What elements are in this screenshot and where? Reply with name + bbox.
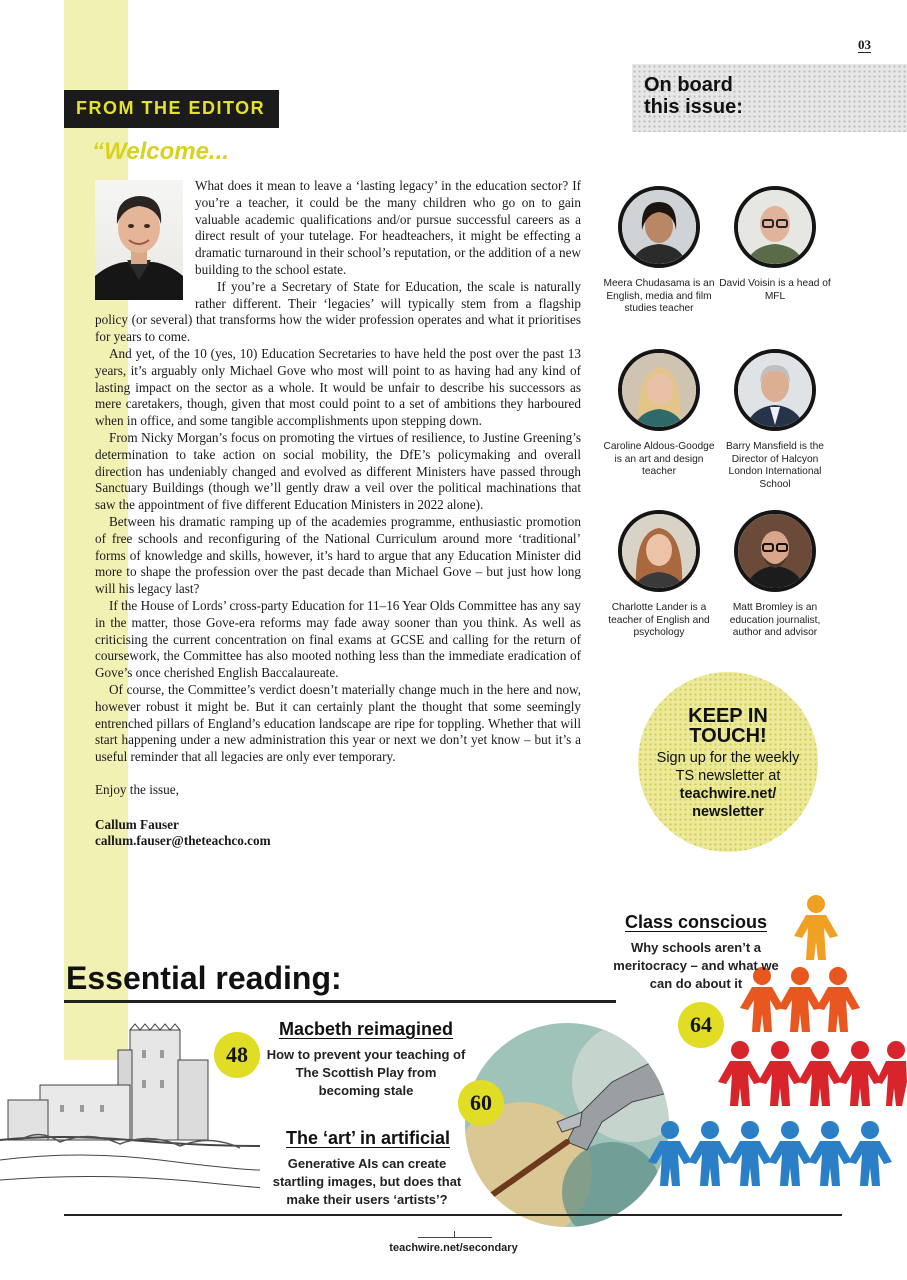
welcome-heading: “Welcome...: [92, 138, 229, 165]
on-board-panel: [632, 64, 907, 132]
article-paragraph: What does it mean to leave a ‘lasting legacy’ in the education sector? If you’re a teacher, it could be the many children who go on to gain valuable academic qualifications and/or pursue successful careers as a direct result of your tutelage. For headteachers, it might be effecting a dramatic turnaround in their school’s reputation, or the addition of a new building to the school estate.: [195, 178, 581, 277]
page-badge-64[interactable]: 64: [678, 1002, 724, 1048]
contributor-card: [599, 510, 719, 640]
feature-desc-class-conscious: Why schools aren’t a meritocracy – and what we can do about it: [613, 940, 779, 991]
essential-reading-heading: Essential reading:: [66, 960, 342, 996]
footer-rule: [64, 1214, 842, 1216]
feature-desc-art-in-artificial: Generative AIs can create startling images, but does that make their users ‘artists’?: [272, 1156, 462, 1207]
feature-title-class-conscious[interactable]: Class conscious: [624, 912, 768, 932]
footer-url[interactable]: teachwire.net/secondary: [389, 1242, 518, 1254]
contributor-caption: Meera Chudasama is an English, media and film studies teacher: [603, 278, 715, 314]
signoff-text: Enjoy the issue,: [95, 781, 179, 797]
contributor-card: [599, 186, 719, 316]
footer-short-rule: [418, 1237, 492, 1238]
article-paragraph: Of course, the Committee’s verdict doesn’t materially change much in the here and now, however robust it might be. But it can certainly plant the thought that some seemingly entrenched pillars of England’s education landscape are ripe for toppling. Whether that will start happening under a new administration this year or next we don’t yet know – but it’s a useful reminder that all legacies are only ever temporary.: [95, 681, 581, 765]
feature-desc-macbeth: How to prevent your teaching of The Scottish Play from becoming stale: [266, 1047, 466, 1098]
article-paragraph: And yet, of the 10 (yes, 10) Education Secretaries to have held the post over the past 13 years, it’s arguably only Michael Gove who most will point to as having had any kind of lasting impact on the sector as a whole. It would be unfair to describe his successors as mere caretakers, though, given that most could point to a set of ambitions they harboured when in office, and some tangible accomplishments upon stepping down.: [95, 345, 581, 429]
contributor-photo: [734, 186, 816, 268]
from-the-editor-label: FROM THE EDITOR: [64, 90, 279, 128]
page-badge-60[interactable]: 60: [458, 1080, 504, 1126]
editor-name: Callum Fauser: [95, 816, 179, 832]
page-number: 03: [858, 37, 871, 52]
article-paragraph: Between his dramatic ramping up of the academies programme, enthusiastic promotion of free schools and reconfiguring of the National Curriculum around more ‘traditional’ forms of knowledge and skills, however, it’s hard to argue that any Education Minister did more to shape the profession over the past decade than Michael Gove – but just how long will his legacy last?: [95, 513, 581, 597]
contributor-card: [715, 186, 835, 303]
contributor-caption: Charlotte Lander is a teacher of English and psychology: [608, 602, 710, 638]
newsletter-line: Sign up for the weekly TS newsletter at: [656, 750, 800, 784]
page-badge-48[interactable]: 48: [214, 1032, 260, 1078]
contributor-caption: Caroline Aldous-Goodge is an art and design teacher: [603, 441, 715, 477]
feature-title-macbeth[interactable]: Macbeth reimagined: [278, 1019, 454, 1039]
photo-spacer: [95, 178, 195, 300]
feature-title-art-in-artificial[interactable]: The ‘art’ in artificial: [285, 1128, 451, 1148]
contributor-card: [599, 349, 719, 479]
keep-in-touch-circle[interactable]: [638, 672, 818, 852]
contributor-card: [715, 510, 835, 640]
contributor-photo: [734, 510, 816, 592]
contributor-caption: Barry Mansfield is the Director of Halcyon London International School: [726, 441, 824, 490]
contributor-caption: Matt Bromley is an education journalist, author and advisor: [729, 602, 821, 638]
divider: [64, 1000, 616, 1003]
newsletter-link[interactable]: teachwire.net/ newsletter: [679, 786, 777, 820]
article-paragraph: If you’re a Secretary of State for Education, the scale is naturally rather different. Their ‘legacies’ will typically stem from a flagship policy (or several) that transforms how the wider profession operates and what it prioritises for years to come.: [95, 278, 581, 345]
article-paragraph: If the House of Lords’ cross-party Education for 11–16 Year Olds Committee has any say in the matter, those Gove-era reforms may fade away sooner than you think. As well as criticising the current concentration on final exams at GCSE and calling for the return of coursework, the Committee has also mooted nothing less than the immediate eradication of Gove’s once cherished English Baccalaureate.: [95, 597, 581, 681]
on-board-title: On board this issue:: [644, 74, 743, 118]
contributor-photo: [618, 349, 700, 431]
editor-email[interactable]: callum.fauser@theteachco.com: [95, 833, 271, 849]
contributor-photo: [618, 186, 700, 268]
contributor-photo: [734, 349, 816, 431]
contributor-card: [715, 349, 835, 491]
editorial-article: [95, 178, 581, 850]
contributor-photo: [618, 510, 700, 592]
article-paragraph: From Nicky Morgan’s focus on promoting the virtues of resilience, to Justine Greening’s determination to take action on social mobility, the DfE’s policymaking and overall direction has undeniably changed and evolved as different Ministers have passed through Sanctuary Buildings (though we’ll gently draw a veil over the political machinations that saw the appointment of five different Education Ministers in 2022 alone).: [95, 429, 581, 513]
newsletter-text: [650, 749, 806, 821]
contributor-caption: David Voisin is a head of MFL: [719, 278, 831, 302]
keep-in-touch-heading: KEEP IN TOUCH!: [688, 705, 768, 747]
